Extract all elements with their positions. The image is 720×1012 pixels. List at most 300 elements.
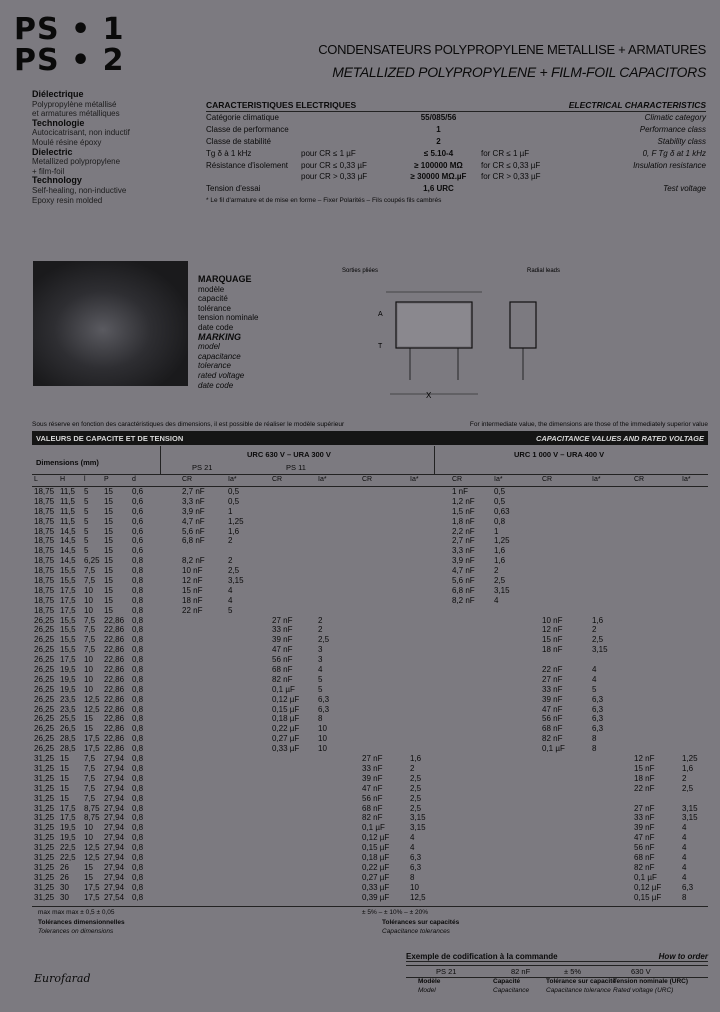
table-cell: 0,8	[132, 556, 144, 566]
order-label-en: Model	[418, 987, 436, 994]
table-cell: 0,8	[132, 625, 144, 635]
table-cell: 28,5	[60, 744, 76, 754]
table-cell: 0,1 µF	[362, 823, 385, 833]
table-cell: 14,5	[60, 526, 76, 536]
table-cell: 17,5	[84, 892, 100, 902]
table-cell: 12 nF	[542, 625, 563, 635]
table-cell: 6,25	[84, 556, 100, 566]
table-cell: 1	[228, 506, 233, 516]
table-cell: 1,25	[494, 536, 510, 546]
table-row	[32, 794, 708, 804]
table-cell: 10	[318, 734, 327, 744]
table-cell: 15,5	[60, 615, 76, 625]
table-row	[32, 517, 708, 527]
footer-cap-fr: Tolérances sur capacités	[382, 919, 460, 926]
marking-items-en	[198, 342, 258, 390]
dielectrique-value-1: Polypropylène métallisé	[32, 99, 117, 109]
table-cell: 27 nF	[272, 615, 293, 625]
table-cell: 1,6	[682, 763, 694, 773]
table-cell: 15	[84, 872, 93, 882]
table-row	[32, 635, 708, 645]
table-cell: 2	[494, 566, 499, 576]
table-cell: 31,25	[34, 763, 55, 773]
char-val: 1	[436, 125, 441, 135]
table-cell: 56 nF	[542, 714, 563, 724]
table-cell: 4	[228, 595, 233, 605]
table-cell: 39 nF	[362, 773, 383, 783]
table-cell: 1,6	[494, 556, 506, 566]
table-cell: 1 nF	[452, 487, 469, 496]
char-en: Performance class	[639, 125, 706, 135]
char-val: ≥ 100000 MΩ	[414, 160, 463, 170]
char-fr: Résistance d'isolement	[206, 160, 289, 170]
table-cell: 15	[84, 862, 93, 872]
table-cell: 47 nF	[542, 704, 563, 714]
char-cond2: for CR > 0,33 µF	[481, 172, 541, 182]
table-cell: 17,5	[84, 744, 100, 754]
table-cell: 18 nF	[634, 773, 655, 783]
diagram-letter-a: A	[378, 311, 383, 318]
table-cell: 18,75	[34, 585, 55, 595]
char-val: ≤ 5.10-4	[423, 148, 454, 158]
table-cell: 27,94	[104, 803, 125, 813]
table-cell: 15	[104, 506, 113, 516]
marking-block	[198, 275, 258, 390]
table-cell: 31,25	[34, 813, 55, 823]
table-cell: 15	[104, 546, 113, 556]
table-cell: 15	[60, 783, 69, 793]
marking-title-fr: MARQUAGE	[198, 274, 252, 284]
table-cell: 3,15	[228, 576, 244, 586]
table-row	[32, 586, 708, 596]
table-header-bar	[32, 431, 708, 445]
table-cell: 22,86	[104, 724, 125, 734]
table-row	[32, 774, 708, 784]
table-cell: 4	[682, 872, 687, 882]
table-cell: 26,25	[34, 674, 55, 684]
table-cell: 2,5	[410, 773, 422, 783]
table-cell: 15 nF	[182, 585, 203, 595]
char-fr: Catégorie climatique	[206, 113, 279, 123]
table-cell: 12 nF	[634, 754, 655, 764]
table-cell: 4,7 nF	[452, 566, 475, 576]
footer-tol-en: Tolerances on dimensions	[38, 928, 114, 935]
column-header: Ia*	[228, 476, 237, 483]
table-cell: 10	[84, 655, 93, 665]
table-cell: 0,1 µF	[634, 872, 657, 882]
table-cell: 4,7 nF	[182, 516, 205, 526]
technology-value-2: Epoxy resin molded	[32, 195, 103, 205]
table-cell: 15	[60, 763, 69, 773]
table-cell: 0,18 µF	[272, 714, 300, 724]
marking-item: date code	[198, 322, 234, 332]
table-cell: 0,12 µF	[272, 694, 300, 704]
diagram-label-right: Radial leads	[527, 268, 561, 274]
table-cell: 27,94	[104, 763, 125, 773]
table-cell: 0,8	[132, 773, 144, 783]
table-cell: 2,5	[410, 803, 422, 813]
table-cell: 10	[84, 684, 93, 694]
order-label-fr: Tension nominale (URC)	[613, 978, 688, 985]
column-header: CR	[542, 476, 553, 483]
table-cell: 15	[104, 516, 113, 526]
table-cell: 0,5	[494, 487, 506, 496]
table-cell: 0,8	[132, 605, 144, 615]
table-cell: 26,25	[34, 704, 55, 714]
char-en: Insulation resistance	[633, 160, 706, 170]
order-title-fr: Exemple de codification à la commande	[406, 952, 558, 961]
order-label-fr: Modèle	[418, 978, 441, 985]
divider-voltage	[434, 446, 435, 474]
table-cell: 18,75	[34, 487, 55, 496]
table-cell: 2,7 nF	[452, 536, 475, 546]
divider-dims	[160, 446, 161, 474]
table-cell: 0,6	[132, 496, 144, 506]
table-cell: 6,3	[592, 704, 604, 714]
table-cell: 15,5	[60, 566, 76, 576]
table-cell: 3,3 nF	[452, 546, 475, 556]
table-row	[32, 645, 708, 655]
table-cell: 31,25	[34, 882, 55, 892]
table-cell: 22,86	[104, 615, 125, 625]
table-cell: 0,8	[132, 734, 144, 744]
char-row	[206, 159, 706, 171]
table-cell: 0,15 µF	[634, 892, 662, 902]
series-ps1: PS • 1	[14, 12, 125, 47]
table-cell: 5	[84, 546, 89, 556]
table-cell: 4	[682, 833, 687, 843]
table-cell: 10	[84, 823, 93, 833]
table-cell: 2,2 nF	[452, 526, 475, 536]
characteristics-title-fr: CARACTERISTIQUES ELECTRIQUES	[206, 100, 357, 110]
table-cell: 15	[60, 754, 69, 764]
marking-item: modèle	[198, 284, 225, 294]
table-cell: 22,86	[104, 734, 125, 744]
table-cell: 17,5	[84, 734, 100, 744]
table-cell: 2	[682, 773, 687, 783]
table-cell: 15	[104, 566, 113, 576]
table-cell: 27,94	[104, 872, 125, 882]
table-cell: 4	[410, 843, 415, 853]
table-cell: 18,75	[34, 536, 55, 546]
table-cell: 10	[84, 605, 93, 615]
table-cell: 7,5	[84, 793, 96, 803]
characteristics-title-en: ELECTRICAL CHARACTERISTICS	[568, 100, 706, 110]
table-cell: 1	[494, 526, 499, 536]
order-label-fr: Tolérance sur capacité	[546, 978, 616, 985]
left-info	[32, 90, 202, 205]
table-cell: 22,5	[60, 852, 76, 862]
table-cell: 2	[228, 536, 233, 546]
table-cell: 19,5	[60, 833, 76, 843]
table-row	[32, 655, 708, 665]
table-cell: 0,39 µF	[362, 892, 390, 902]
table-row	[32, 843, 708, 853]
table-cell: 26,5	[60, 724, 76, 734]
table-cell: 18,75	[34, 516, 55, 526]
footer-cap-en: Capacitance tolerances	[382, 928, 450, 935]
table-cell: 31,25	[34, 773, 55, 783]
table-cell: 17,5	[84, 882, 100, 892]
table-cell: 10	[84, 665, 93, 675]
table-cell: 8,2 nF	[452, 595, 475, 605]
table-cell: 0,8	[132, 872, 144, 882]
diagram-label-left: Sorties pliées	[342, 268, 379, 274]
table-cell: 0,8	[132, 793, 144, 803]
table-cell: 0,8	[132, 803, 144, 813]
order-title-en: How to order	[658, 952, 708, 961]
characteristics-header	[206, 100, 706, 112]
column-headers	[32, 475, 708, 487]
table-cell: 26,25	[34, 665, 55, 675]
table-row	[32, 497, 708, 507]
table-cell: 10 nF	[542, 615, 563, 625]
footer-cap: ± 5% – ± 10% – ± 20%	[362, 909, 428, 916]
table-cell: 31,25	[34, 892, 55, 902]
char-val: ≥ 30000 MΩ.µF	[410, 172, 467, 182]
table-cell: 15,5	[60, 625, 76, 635]
table-row	[32, 863, 708, 873]
table-cell: 18,75	[34, 566, 55, 576]
table-cell: 10 nF	[182, 566, 203, 576]
column-header: Ia*	[494, 476, 503, 483]
table-row	[32, 616, 708, 626]
ps21-label: PS 21	[192, 463, 213, 472]
table-cell: 1,6	[592, 615, 604, 625]
table-row	[32, 536, 708, 546]
table-cell: 27,94	[104, 754, 125, 764]
table-cell: 1,5 nF	[452, 506, 475, 516]
table-cell: 68 nF	[542, 724, 563, 734]
table-cell: 3,3 nF	[182, 496, 205, 506]
table-cell: 12,5	[84, 843, 100, 853]
table-cell: 7,5	[84, 566, 96, 576]
table-row	[32, 813, 708, 823]
table-cell: 15 nF	[542, 635, 563, 645]
table-cell: 2,5	[228, 566, 240, 576]
char-cond2: for CR ≤ 0,33 µF	[481, 160, 541, 170]
table-cell: 10	[84, 595, 93, 605]
table-cell: 6,8 nF	[452, 585, 475, 595]
table-cell: 0,8	[132, 823, 144, 833]
table-cell: 0,8	[494, 516, 506, 526]
table-cell: 31,25	[34, 783, 55, 793]
eurofarad-logo: Eurofarad	[34, 972, 91, 985]
table-row	[32, 685, 708, 695]
char-row	[206, 171, 706, 183]
table-cell: 3,15	[410, 823, 426, 833]
table-cell: 0,8	[132, 763, 144, 773]
column-header: CR	[634, 476, 645, 483]
table-cell: 0,8	[132, 655, 144, 665]
table-cell: 15	[104, 605, 113, 615]
table-cell: 2,5	[494, 576, 506, 586]
table-cell: 2	[318, 625, 323, 635]
electrical-characteristics	[206, 100, 706, 204]
table-cell: 27,94	[104, 813, 125, 823]
table-cell: 0,6	[132, 546, 144, 556]
char-fr: Classe de performance	[206, 125, 289, 135]
table-cell: 0,8	[132, 892, 144, 902]
table-cell: 4	[682, 862, 687, 872]
order-example-value: PS 21	[436, 967, 457, 976]
footer-tol-fr: Tolérances dimensionnelles	[38, 919, 125, 926]
table-cell: 8,2 nF	[182, 556, 205, 566]
table-cell: 31,25	[34, 754, 55, 764]
table-cell: 4	[228, 585, 233, 595]
table-cell: 5	[84, 526, 89, 536]
table-cell: 15	[104, 556, 113, 566]
table-cell: 17,5	[60, 585, 76, 595]
table-cell: 0,8	[132, 566, 144, 576]
table-cell: 0,63	[494, 506, 510, 516]
table-cell: 0,8	[132, 833, 144, 843]
title-english: METALLIZED POLYPROPYLENE + FILM-FOIL CAPACITORS	[332, 64, 706, 80]
table-cell: 0,8	[132, 714, 144, 724]
table-row	[32, 556, 708, 566]
table-cell: 0,8	[132, 595, 144, 605]
voltage-630-label: URC 630 V – URA 300 V	[247, 450, 331, 459]
table-cell: 3,9 nF	[452, 556, 475, 566]
table-cell: 15	[84, 724, 93, 734]
table-cell: 15	[104, 496, 113, 506]
table-cell: 18,75	[34, 546, 55, 556]
column-header: Ia*	[682, 476, 691, 483]
table-cell: 3,15	[592, 645, 608, 655]
table-cell: 8	[682, 892, 687, 902]
table-cell: 10	[318, 724, 327, 734]
table-cell: 10	[410, 882, 419, 892]
table-cell: 2	[410, 763, 415, 773]
table-cell: 15	[60, 773, 69, 783]
table-cell: 19,5	[60, 674, 76, 684]
table-row	[32, 724, 708, 734]
table-cell: 18 nF	[542, 645, 563, 655]
table-cell: 3	[318, 645, 323, 655]
table-cell: 0,6	[132, 506, 144, 516]
table-cell: 0,27 µF	[362, 872, 390, 882]
diagram-letter-t: T	[378, 343, 383, 350]
table-row	[32, 853, 708, 863]
table-title-fr: VALEURS DE CAPACITE ET DE TENSION	[36, 433, 184, 443]
table-cell: 0,8	[132, 744, 144, 754]
table-cell: 27,54	[104, 892, 125, 902]
table-cell: 10	[84, 585, 93, 595]
table-row	[32, 675, 708, 685]
table-row	[32, 754, 708, 764]
series-title	[14, 14, 125, 76]
table-cell: 22,5	[60, 843, 76, 853]
footer-dims: max max max ± 0,5 ± 0,05	[38, 909, 115, 916]
table-cell: 7,5	[84, 625, 96, 635]
dielectric-value-2: + film-foil	[32, 166, 65, 176]
table-row	[32, 606, 708, 616]
table-cell: 7,5	[84, 635, 96, 645]
table-row	[32, 873, 708, 883]
table-cell: 0,6	[132, 516, 144, 526]
table-cell: 27,94	[104, 773, 125, 783]
table-cell: 0,8	[132, 843, 144, 853]
table-cell: 82 nF	[272, 674, 293, 684]
marking-item: capacité	[198, 294, 228, 304]
table-cell: 17,5	[60, 803, 76, 813]
order-example	[406, 965, 708, 978]
table-cell: 0,1 µF	[542, 744, 565, 754]
table-cell: 56 nF	[362, 793, 383, 803]
table-cell: 30	[60, 892, 69, 902]
table-cell: 1,6	[228, 526, 240, 536]
table-cell: 2,5	[318, 635, 330, 645]
table-cell: 0,8	[132, 576, 144, 586]
table-cell: 0,15 µF	[362, 843, 390, 853]
table-cell: 0,8	[132, 694, 144, 704]
table-cell: 31,25	[34, 803, 55, 813]
column-header: L	[34, 476, 38, 483]
table-cell: 8	[318, 714, 323, 724]
table-cell: 2,5	[410, 793, 422, 803]
table-row	[32, 596, 708, 606]
table-cell: 15	[84, 714, 93, 724]
table-cell: 5	[84, 496, 89, 506]
table-cell: 82 nF	[634, 862, 655, 872]
char-en: Stability class	[657, 136, 706, 146]
table-cell: 3,15	[682, 803, 698, 813]
table-cell: 7,5	[84, 783, 96, 793]
table-cell: 47 nF	[272, 645, 293, 655]
table-cell: 1,2 nF	[452, 496, 475, 506]
table-cell: 22,86	[104, 704, 125, 714]
technologie-value-1: Autocicatrisant, non inductif	[32, 128, 130, 138]
order-example-value: 630 V	[631, 967, 651, 976]
char-cond2: for CR ≤ 1 µF	[481, 148, 530, 158]
table-row	[32, 546, 708, 556]
table-cell: 0,8	[132, 635, 144, 645]
table-cell: 6,8 nF	[182, 536, 205, 546]
table-cell: 27 nF	[362, 754, 383, 764]
table-cell: 8	[410, 872, 415, 882]
table-cell: 4	[410, 833, 415, 843]
table-cell: 22,86	[104, 625, 125, 635]
table-cell: 15	[104, 595, 113, 605]
table-cell: 26,25	[34, 734, 55, 744]
table-cell: 0,8	[132, 645, 144, 655]
table-cell: 22,86	[104, 655, 125, 665]
table-cell: 10	[318, 744, 327, 754]
table-cell: 0,6	[132, 526, 144, 536]
capacitor-photo	[33, 261, 188, 386]
table-cell: 1,6	[494, 546, 506, 556]
table-cell: 15	[104, 487, 113, 496]
char-val: 2	[436, 136, 441, 146]
table-cell: 4	[682, 823, 687, 833]
table-cell: 15	[104, 526, 113, 536]
voltage-1000-label: URC 1 000 V – URA 400 V	[514, 450, 605, 459]
table-row	[32, 784, 708, 794]
dimension-diagram	[342, 262, 561, 412]
table-cell: 5	[228, 605, 233, 615]
table-cell: 7,5	[84, 773, 96, 783]
table-cell: 33 nF	[272, 625, 293, 635]
table-row	[32, 507, 708, 517]
table-cell: 68 nF	[272, 665, 293, 675]
order-title	[406, 952, 708, 962]
characteristics-rows	[206, 112, 706, 195]
char-row	[206, 124, 706, 136]
column-header: P	[104, 476, 109, 483]
table-cell: 19,5	[60, 665, 76, 675]
caption-left: Sous réserve en fonction des caractéristiques des dimensions, il est possible de réaliser le modèle supérieur	[32, 421, 345, 428]
table-cell: 7,5	[84, 754, 96, 764]
